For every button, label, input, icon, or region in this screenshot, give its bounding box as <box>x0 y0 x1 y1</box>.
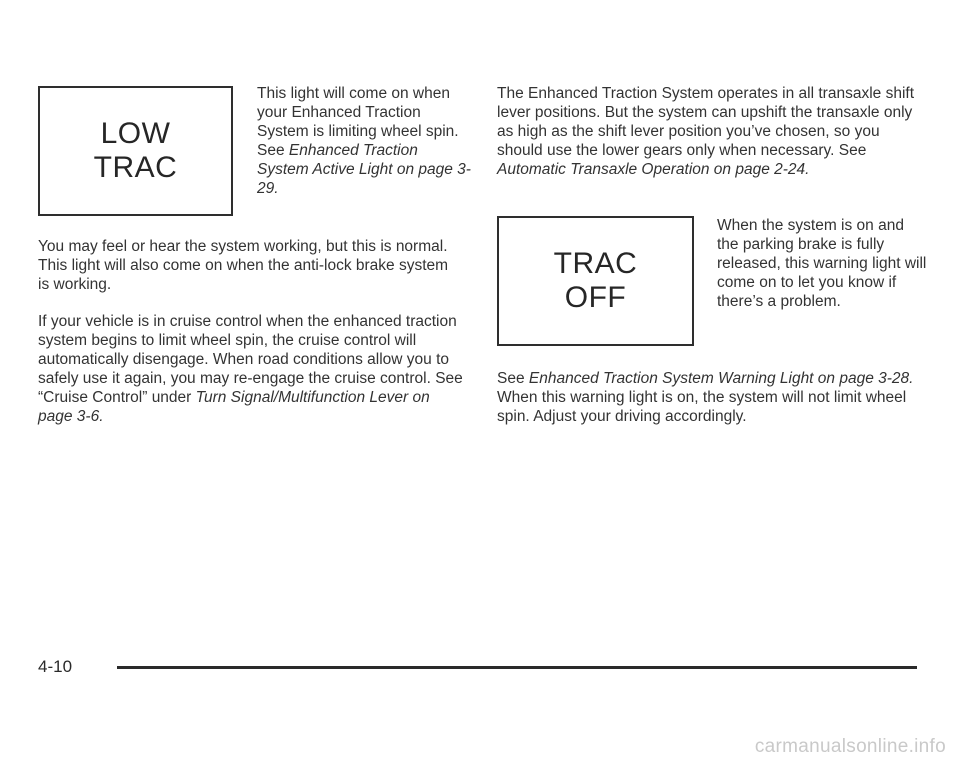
low-trac-indicator-line2: TRAC <box>93 151 178 184</box>
paragraph-anti-lock: You may feel or hear the system working, but this is normal. This light will also come on when the anti-lock brake system is working. <box>38 238 449 293</box>
watermark: carmanualsonline.info <box>754 736 946 757</box>
low-trac-indicator-line1: LOW <box>100 117 171 150</box>
trac-off-indicator-light <box>497 216 694 346</box>
paragraph-cruise-text: If your vehicle is in cruise control when the enhanced traction system begins to limit wheel spin, the cruise control will automatically disengage. When road conditions allow you to safely use it again, you may re-engage the cruise control. See “Cruise Control” under <box>38 313 463 406</box>
paragraph-warning-light <box>497 369 927 426</box>
footer-divider <box>117 666 917 669</box>
low-trac-description <box>257 84 472 198</box>
trac-off-indicator-line2: OFF <box>564 281 627 314</box>
paragraph-cruise-control <box>38 312 468 426</box>
trac-off-indicator-line1: TRAC <box>553 247 638 280</box>
paragraph-operates-reference: Automatic Transaxle Operation on page 2-24. <box>497 161 810 178</box>
paragraph-cruise-reference: Turn Signal/Multifunction Lever on page 3-6. <box>38 389 430 425</box>
paragraph-operates-text: The Enhanced Traction System operates in all transaxle shift lever positions. But the system can upshift the transaxle only as high as the shift lever position you’ve chosen, so you should use the lower gears only when necessary. See <box>497 85 914 159</box>
paragraph-see-reference: Enhanced Traction System Warning Light on page 3-28. <box>528 370 914 387</box>
page-number: 4-10 <box>38 657 73 676</box>
paragraph-system-operates <box>497 84 927 179</box>
low-trac-description-text: This light will come on when your Enhanced Traction System is limiting wheel spin. See <box>257 85 459 159</box>
trac-off-description: When the system is on and the parking brake is fully released, this warning light will come on to let you know if there’s a problem. <box>717 217 927 310</box>
paragraph-see-text: When this warning light is on, the system will not limit wheel spin. Adjust your driving accordingly. <box>497 389 907 425</box>
paragraph-see-prefix: See <box>497 370 529 387</box>
low-trac-description-reference: Enhanced Traction System Active Light on page 3-29. <box>257 142 471 197</box>
low-trac-indicator-light <box>38 86 233 216</box>
